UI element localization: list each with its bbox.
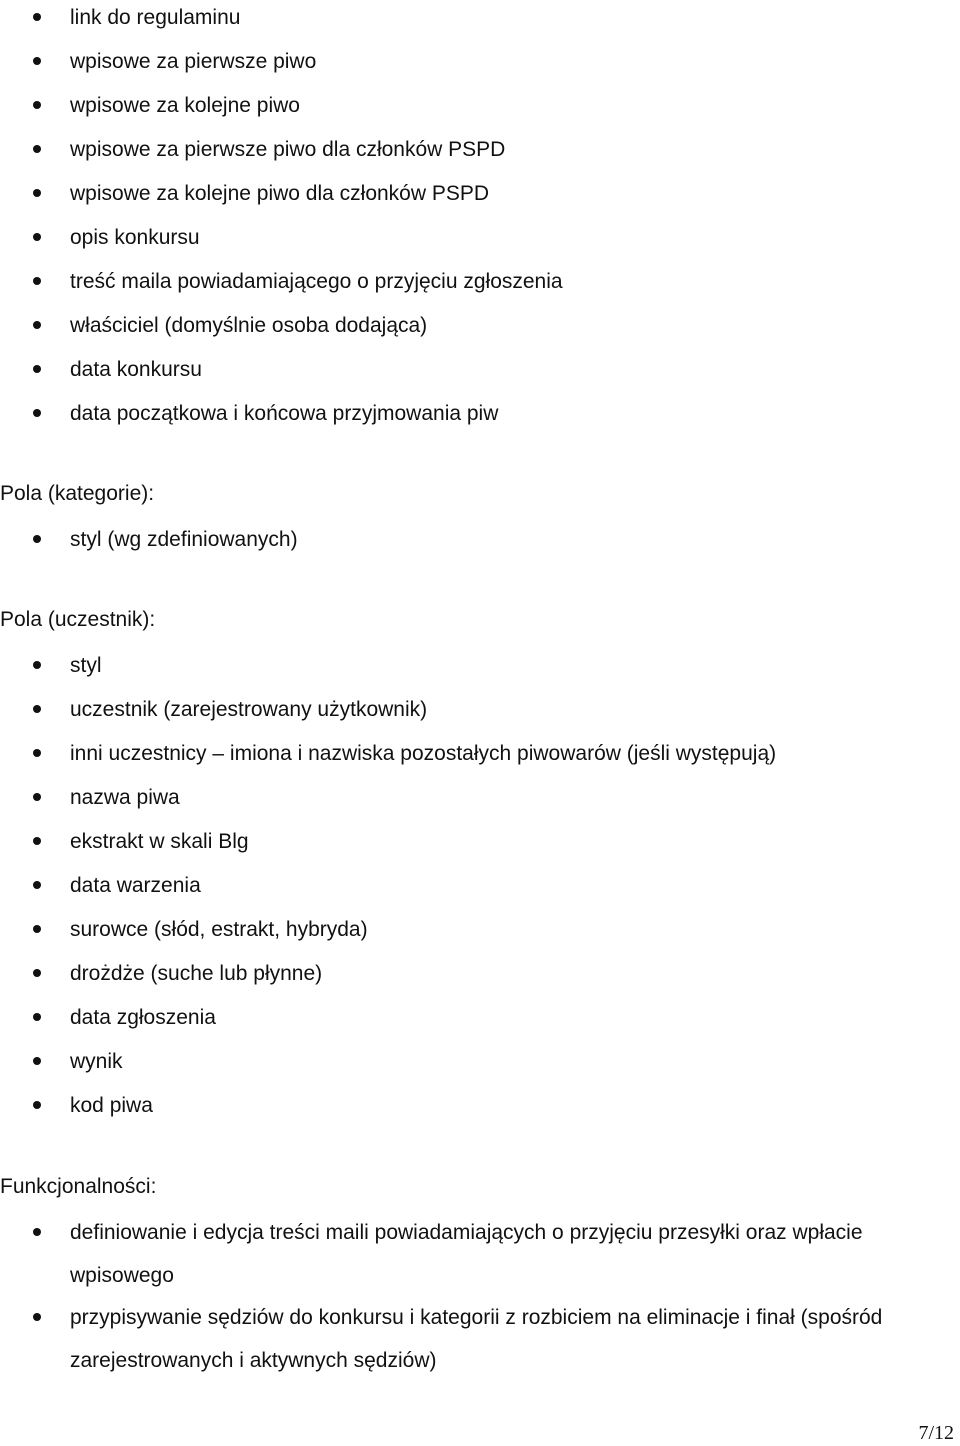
list-item-text: styl: [70, 654, 102, 677]
bullet-icon: [33, 969, 41, 977]
bullet-icon: [33, 365, 41, 373]
list-item-text: data konkursu: [70, 358, 202, 381]
bullet-icon: [33, 101, 41, 109]
bullet-icon: [33, 1013, 41, 1021]
list-item-text: surowce (słód, estrakt, hybryda): [70, 918, 368, 941]
bullet-icon: [33, 793, 41, 801]
bullet-icon: [33, 321, 41, 329]
list-item-text: wpisowe za pierwsze piwo dla członków PSPD: [70, 138, 506, 161]
bullet-icon: [33, 1101, 41, 1109]
bullet-icon: [33, 1057, 41, 1065]
bullet-icon: [33, 535, 41, 543]
bullet-icon: [33, 837, 41, 845]
list-item-text: styl (wg zdefiniowanych): [70, 528, 298, 551]
bullet-icon: [33, 1228, 41, 1236]
section-heading-funkcjonalnosci: Funkcjonalności:: [0, 1175, 157, 1198]
list-item-text: drożdże (suche lub płynne): [70, 962, 323, 985]
bullet-icon: [33, 57, 41, 65]
list-item-text: kod piwa: [70, 1094, 153, 1117]
list-item-text: data warzenia: [70, 874, 201, 897]
bullet-icon: [33, 705, 41, 713]
list-item-text: inni uczestnicy – imiona i nazwiska pozostałych piwowarów (jeśli występują): [70, 742, 777, 765]
list-item-text: uczestnik (zarejestrowany użytkownik): [70, 698, 428, 721]
list-item-text: link do regulaminu: [70, 6, 241, 29]
bullet-icon: [33, 409, 41, 417]
list-item-text: definiowanie i edycja treści maili powiadamiających o przyjęciu przesyłki oraz wpłacie wpisowego: [70, 1221, 863, 1287]
list-item-text: właściciel (domyślnie osoba dodająca): [70, 314, 428, 337]
list-item-text: ekstrakt w skali Blg: [70, 830, 249, 853]
bullet-icon: [33, 277, 41, 285]
bullet-icon: [33, 233, 41, 241]
list-item-text: przypisywanie sędziów do konkursu i kategorii z rozbiciem na eliminacje i finał (spośród zarejestrowanych i aktywnych sędziów): [70, 1306, 883, 1372]
page-number: 7/12: [918, 1422, 954, 1444]
bullet-icon: [33, 749, 41, 757]
list-item-text: opis konkursu: [70, 226, 200, 249]
list-item-text: wpisowe za kolejne piwo dla członków PSPD: [70, 182, 490, 205]
list-item-text: wpisowe za kolejne piwo: [70, 94, 300, 117]
bullet-icon: [33, 925, 41, 933]
bullet-icon: [33, 881, 41, 889]
bullet-icon: [33, 661, 41, 669]
bullet-icon: [33, 145, 41, 153]
list-item-text: wpisowe za pierwsze piwo: [70, 50, 317, 73]
list-item-text: data początkowa i końcowa przyjmowania piw: [70, 402, 499, 425]
bullet-icon: [33, 1313, 41, 1321]
bullet-icon: [33, 189, 41, 197]
list-item-text: nazwa piwa: [70, 786, 180, 809]
bullet-icon: [33, 13, 41, 21]
section-heading-uczestnik: Pola (uczestnik):: [0, 608, 156, 631]
list-item-text: data zgłoszenia: [70, 1006, 216, 1029]
list-item-text: wynik: [70, 1050, 123, 1073]
list-item-text: treść maila powiadamiającego o przyjęciu zgłoszenia: [70, 270, 563, 293]
section-heading-kategorie: Pola (kategorie):: [0, 482, 155, 505]
